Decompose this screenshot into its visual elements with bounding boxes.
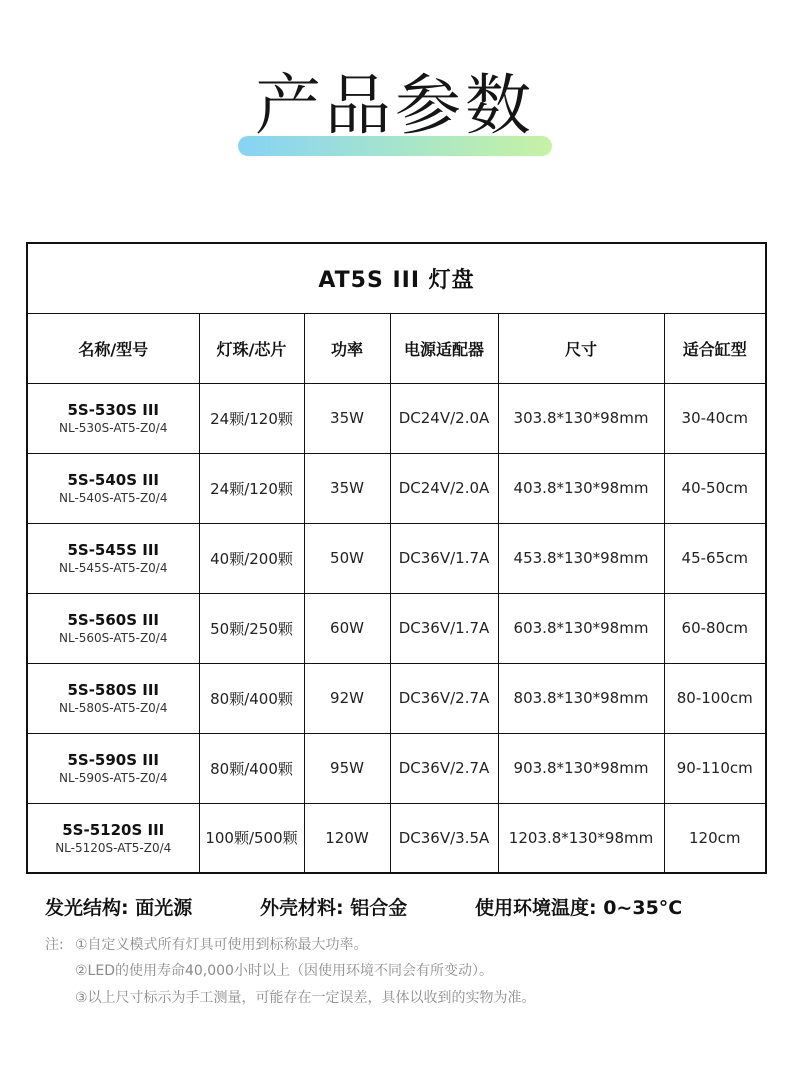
table-header-row bbox=[27, 313, 766, 383]
cell-chips: 80颗/400颗 bbox=[199, 663, 304, 733]
cell-chips: 24颗/120颗 bbox=[199, 453, 304, 523]
feature-operating-temperature: 使用环境温度: 0~35°C bbox=[475, 897, 683, 919]
cell-chips: 100颗/500颗 bbox=[199, 803, 304, 873]
model-name: 5S-590S III bbox=[67, 751, 160, 769]
page-title: 产品参数 bbox=[255, 67, 535, 144]
feature-housing-material: 外壳材料: 铝合金 bbox=[260, 897, 408, 919]
note-text: ②LED的使用寿命40,000小时以上（因使用环境不同会有所变动）。 bbox=[75, 963, 493, 979]
cell-adapter: DC36V/2.7A bbox=[390, 663, 498, 733]
cell-tank: 45-65cm bbox=[664, 523, 766, 593]
cell-chips: 24颗/120颗 bbox=[199, 383, 304, 453]
model-code: NL-590S-AT5-Z0/4 bbox=[59, 771, 168, 785]
note-text: ①自定义模式所有灯具可使用到标称最大功率。 bbox=[75, 937, 368, 953]
cell-tank: 40-50cm bbox=[664, 453, 766, 523]
model-code: NL-580S-AT5-Z0/4 bbox=[59, 701, 168, 715]
table-caption: AT5S III 灯盘 bbox=[27, 243, 766, 313]
cell-power: 92W bbox=[304, 663, 390, 733]
cell-size: 603.8*130*98mm bbox=[498, 593, 664, 663]
model-code: NL-545S-AT5-Z0/4 bbox=[59, 561, 168, 575]
cell-tank: 80-100cm bbox=[664, 663, 766, 733]
cell-size: 903.8*130*98mm bbox=[498, 733, 664, 803]
cell-tank: 120cm bbox=[664, 803, 766, 873]
cell-adapter: DC36V/3.5A bbox=[390, 803, 498, 873]
cell-model bbox=[27, 593, 199, 663]
column-header-power: 功率 bbox=[304, 313, 390, 383]
cell-adapter: DC36V/1.7A bbox=[390, 593, 498, 663]
model-name: 5S-580S III bbox=[67, 681, 160, 699]
cell-model bbox=[27, 453, 199, 523]
cell-power: 35W bbox=[304, 453, 390, 523]
cell-power: 60W bbox=[304, 593, 390, 663]
cell-model bbox=[27, 733, 199, 803]
cell-model bbox=[27, 803, 199, 873]
cell-power: 120W bbox=[304, 803, 390, 873]
table-row bbox=[27, 733, 766, 803]
feature-summary bbox=[45, 893, 765, 921]
column-header-adapter: 电源适配器 bbox=[390, 313, 498, 383]
cell-tank: 90-110cm bbox=[664, 733, 766, 803]
table-row bbox=[27, 803, 766, 873]
model-code: NL-530S-AT5-Z0/4 bbox=[59, 421, 168, 435]
cell-model bbox=[27, 523, 199, 593]
cell-chips: 40颗/200颗 bbox=[199, 523, 304, 593]
cell-chips: 80颗/400颗 bbox=[199, 733, 304, 803]
table-caption-row bbox=[27, 243, 766, 313]
cell-tank: 30-40cm bbox=[664, 383, 766, 453]
cell-chips: 50颗/250颗 bbox=[199, 593, 304, 663]
model-name: 5S-560S III bbox=[67, 611, 160, 629]
cell-power: 50W bbox=[304, 523, 390, 593]
cell-adapter: DC24V/2.0A bbox=[390, 383, 498, 453]
page-header bbox=[0, 62, 790, 162]
model-code: NL-5120S-AT5-Z0/4 bbox=[55, 840, 172, 855]
feature-light-structure: 发光结构: 面光源 bbox=[45, 897, 193, 919]
column-header-chips: 灯珠/芯片 bbox=[199, 313, 304, 383]
cell-adapter: DC36V/2.7A bbox=[390, 733, 498, 803]
column-header-tank: 适合缸型 bbox=[664, 313, 766, 383]
model-name: 5S-5120S III bbox=[62, 820, 165, 839]
notes-label: 注: bbox=[45, 937, 64, 953]
model-name: 5S-530S III bbox=[67, 401, 160, 419]
table-row bbox=[27, 663, 766, 733]
note-text: ③以上尺寸标示为手工测量，可能存在一定误差，具体以收到的实物为准。 bbox=[75, 990, 536, 1006]
cell-adapter: DC24V/2.0A bbox=[390, 453, 498, 523]
spec-table bbox=[26, 242, 767, 874]
cell-tank: 60-80cm bbox=[664, 593, 766, 663]
cell-model bbox=[27, 663, 199, 733]
cell-size: 453.8*130*98mm bbox=[498, 523, 664, 593]
column-header-model: 名称/型号 bbox=[27, 313, 199, 383]
table-row bbox=[27, 523, 766, 593]
table-row bbox=[27, 453, 766, 523]
cell-size: 1203.8*130*98mm bbox=[498, 803, 664, 873]
cell-size: 803.8*130*98mm bbox=[498, 663, 664, 733]
model-code: NL-540S-AT5-Z0/4 bbox=[59, 491, 168, 505]
table-row bbox=[27, 383, 766, 453]
cell-adapter: DC36V/1.7A bbox=[390, 523, 498, 593]
cell-size: 403.8*130*98mm bbox=[498, 453, 664, 523]
table-row bbox=[27, 593, 766, 663]
column-header-size: 尺寸 bbox=[498, 313, 664, 383]
cell-power: 35W bbox=[304, 383, 390, 453]
model-code: NL-560S-AT5-Z0/4 bbox=[59, 631, 168, 645]
cell-model bbox=[27, 383, 199, 453]
model-name: 5S-540S III bbox=[67, 471, 160, 489]
cell-power: 95W bbox=[304, 733, 390, 803]
cell-size: 303.8*130*98mm bbox=[498, 383, 664, 453]
model-name: 5S-545S III bbox=[67, 541, 160, 559]
